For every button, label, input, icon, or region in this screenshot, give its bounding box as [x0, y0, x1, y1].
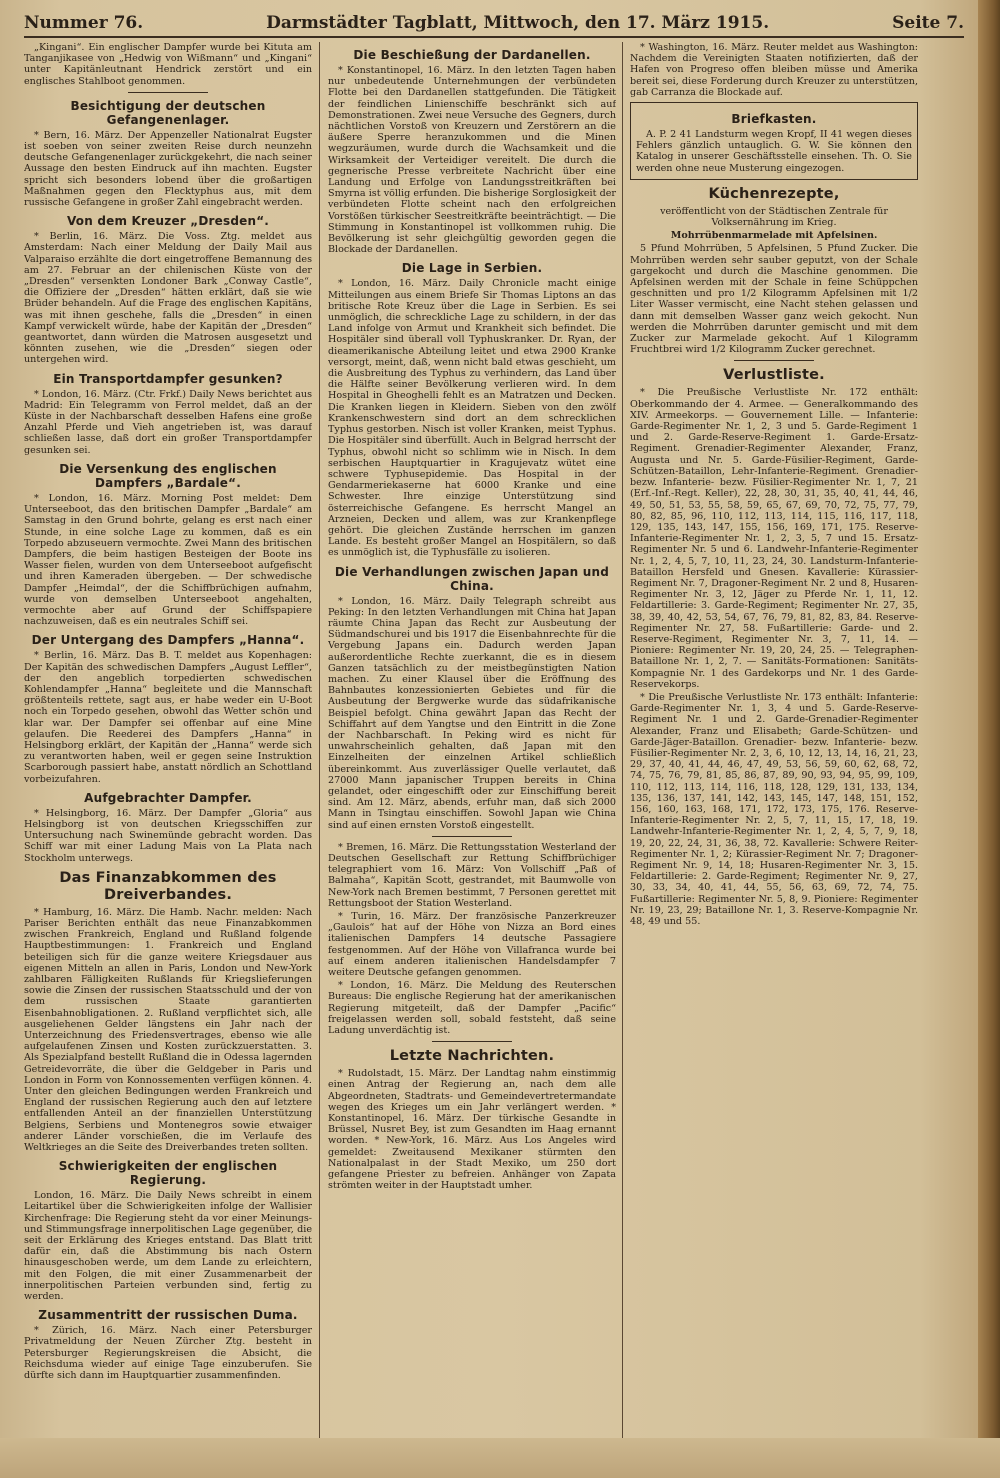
article-text: * London, 16. März. Daily Chronicle macht einige Mitteilungen aus einem Briefe Sir Thomas Liptons an das britische Rote Kreuz über die Lage in Serbien. Es sei unmöglich, die schreckliche Lage zu schildern, in der das Land infolge von Armut und Krankheit sich befindet. Die Hospitäler sind überall voll Typhuskranker. Dr. Ryan, der dieamerikanische Abteilung leitet und etwa 2900 Kranke versorgt, meint, daß, wenn nicht bald etwas geschieht, um die Ausbreitung des Typhus zu verhindern, das Land über die Hälfte seiner Bevölkerung verlieren wird. In dem Hospital in Gheoghelli fehlt es an Matratzen und Decken. Die Kranken liegen in Kleidern. Sieben von den zwölf Krankenschwestern sind dort an dem schrecklichen Typhus gestorben. Nisch ist voller Kranken, meist Typhus. Die Hospitäler sind überfüllt. Auch in Belgrad herrscht der Typhus, obwohl nicht so schlimm wie in Nisch. In dem serbischen Hauptquartier in Kragujevatz wütet eine schwere Typhusepidemie. Das Hospital in der Gendarmeriekaserne hat 6000 Kranke und eine Schwester. Ihre einzige Unterstützung sind österreichische Gefangene. Es herrscht Mangel an Arzneien, Decken und allem, was zur Krankenpflege gehört. Die gleichen Zustände herrschen im ganzen Lande. Es besteht großer Mangel an Hospitälern, so daß es unmöglich ist, die Typhusfälle zu isolieren. — [328, 278, 616, 559]
page-bottom-margin — [0, 1438, 1000, 1478]
page-number: Seite 7. — [892, 13, 964, 33]
column-1 — [24, 42, 312, 1438]
column-rule — [622, 42, 623, 1438]
separator — [432, 1041, 512, 1042]
article-text: * London, 16. März. Morning Post meldet: Dem Unterseeboot, das den britischen Dampfer „Bardale“ am Samstag in den Grund bohrte, gelang es erst nach einer Stunde, in eine solche Lage zu kommen, daß es ein Torpedo abzuseuern vermochte. Zwei Mann des britischen Dampfers, die beim hastigen Besteigen der Boote ins Wasser fielen, wurden von dem Unterseeboot aufgefischt und ihren Kameraden übergeben. — Der schwedische Dampfer „Heimdal“, der die Schiffbrüchigen aufnahm, wurde von demselben Unterseeboot angehalten, vermochte aber auf Grund der Schiffspapiere nachzuweisen, daß es ein neutrales Schiff sei. — [24, 492, 312, 628]
article-heading: Der Untergang des Dampfers „Hanna“. — [31, 633, 305, 648]
article-text: * London, 16. März. Die Meldung des Reuterschen Bureaus: Die englische Regierung hat der amerikanischen Regierung mitgeteilt, daß der Dampfer „Pacific“ freigelassen werden soll, sobald feststeht, daß seine Ladung unverdächtig ist. — [328, 980, 616, 1037]
article-text: * Berlin, 16. März. Die Voss. Ztg. meldet aus Amsterdam: Nach einer Meldung der Daily Mail aus Valparaiso erzählte die dort eingetroffene Bemannung des am 27. Februar an der chilenischen Küste von der „Dresden“ versenkten Londoner Bark „Conway Castle“, die Offiziere der „Dresden“ hätten erklärt, daß sie wie Brüder behandeln. Auf die Frage des englischen Kapitäns, was mit ihnen geschehe, falls die „Dresden“ in einen Kampf verwickelt würde, habe der Kapitän der „Dresden“ geantwortet, dann würden die Matrosen ausgesetzt und könnten zusehen, wie die „Dresden“ siegen oder untergehen wird. — [24, 231, 312, 366]
column-rule — [319, 42, 320, 1438]
article-heading: Verlustliste. — [723, 367, 825, 384]
newspaper-title: Darmstädter Tagblatt, Mittwoch, den 17. März 1915. — [266, 13, 770, 33]
column-3 — [630, 42, 918, 1438]
article-heading: Schwierigkeiten der englischen Regierung. — [58, 1159, 278, 1188]
column-2 — [328, 42, 616, 1438]
article-heading: Von dem Kreuzer „Dresden“. — [66, 214, 270, 229]
article-heading: Ein Transportdampfer gesunken? — [53, 371, 283, 386]
article-text: * London, 16. März. (Ctr. Frkf.) Daily News berichtet aus Madrid: Ein Telegramm von Ferrol meldet, daß an der Küste in der Nachbarschaft desselben Hafens eine große Anzahl Pferde und Vieh angetrieben ist, was darauf schließen lasse, daß dort ein großer Transportdampfer gesunken sei. — [24, 388, 312, 456]
article-text: A. P. 2 41 Landsturm wegen Kropf, II 41 wegen dieses Fehlers gänzlich untauglich. G. W. Sie können den Katalog in unserer Geschäftsstelle einsehen. Th. O. Sie werden ohne neue Musterung eingezogen. — [636, 129, 912, 174]
separator — [734, 360, 814, 361]
article-text: * Die Preußische Verlustliste Nr. 173 enthält: Infanterie: Garde-Regimenter Nr. 1, 3, 4 und 5. Garde-Reserve-Regiment Nr. 1 und 2. Garde-Grenadier-Regimenter Alexander, Franz und Elisabeth; Garde-Schützen- und Garde-Jäger-Bataillon. Grenadier- bezw. Infanterie- bezw. Füsilier-Regimenter Nr. 2, 3, 6, 10, 12, 13, 14, 16, 21, 23, 29, 37, 40, 41, 44, 46, 47, 49, 53, 56, 59, 60, 62, 68, 72, 74, 75, 76, 79, 81, 85, 86, 87, 89, 90, 93, 94, 95, 99, 109, 110, 112, 113, 114, 116, 118, 128, 129, 131, 133, 134, 135, 136, 137, 141, 142, 143, 145, 147, 148, 151, 152, 156, 160, 163, 168, 171, 172, 173, 175, 176. Reserve-Infanterie-Regimenter Nr. 2, 5, 7, 11, 15, 17, 18, 19. Landwehr-Infanterie-Regimenter Nr. 1, 2, 4, 5, 7, 9, 18, 19, 20, 22, 24, 31, 36, 38, 72. Kavallerie: Schwere Reiter-Regimenter Nr. 1, 2; Kürassier-Regiment Nr. 7; Dragoner-Regiment Nr. 9, 14, 18; Husaren-Regimenter Nr. 3, 15. Feldartillerie: 2. Garde-Regiment; Regimenter Nr. 9, 27, 30, 33, 34, 40, 41, 44, 55, 56, 63, 69, 72, 74, 75. Fußartillerie: Regimenter Nr. 5, 8, 9. Pioniere: Regimenter Nr. 19, 23, 29; Bataillone Nr. 1, 3. Reserve-Kompagnie Nr. 48, 49 und 55. — [630, 691, 918, 928]
article-text: London, 16. März. Die Daily News schreibt in einem Leitartikel über die Schwierigkeiten infolge der Wallisier Kirchenfrage: Die Regierung steht da vor einer Meinungs- und Stimmungsfrage innerpolitischen Lage gegenüber, die seit der Erklärung des Krieges entstand. Das Blatt tritt dafür ein, daß die Abstimmung bis nach Ostern hinausgeschoben werde, um dem Lande zu erleichtern, mit den Folgen, die mit einer Zusammenarbeit der innerpolitischen Parteien verbunden sind, fertig zu werden. — [24, 1190, 312, 1303]
article-heading: Die Versenkung des englischen Dampfers „Bardale“. — [59, 461, 277, 490]
recipe-subtitle: veröffentlicht von der Städtischen Zentrale für Volksernährung im Krieg. — [660, 205, 888, 229]
article-text: * Hamburg, 16. März. Die Hamb. Nachr. melden: Nach Pariser Berichten enthält das neue Finanzabkommen zwischen Frankreich, England und Rußland folgende Hauptbestimmungen: 1. Frankreich und England beteiligen sich für die ganze weitere Kriegsdauer aus eigenen Mitteln an allen in Paris, London und New-York zahlbaren Fälligkeiten Rußlands für Kriegslieferungen sowie die Zinsen der russischen Staatsschuld und der von dem russischen Staate garantierten Eisenbahnobligationen. 2. Rußland verpflichtet sich, alle ausgeliehenen Gelder längstens ein Jahr nach der Unterzeichnung des Friedensvertrages, ebenso wie alle aufgelaufenen Zinsen und Kosten zurückzuerstatten. 3. Als Spezialpfand bestellt Rußland die in Odessa lagernden Getreidevorräte, die über die Geldgeber in Paris und London in Form von Konnossementen verfügen können. 4. Unter den gleichen Bedingungen werden Frankreich und England der russischen Regierung auch den auf letztere entfallenden Anteil an der finanziellen Unterstützung Belgiens, Serbiens und Montenegros sowie etwaiger anderer Länder vorschießen, die im Verlaufe des Weltkrieges an die Seite des Dreiverbandes treten sollten. — [24, 906, 312, 1154]
article-heading: Briefkasten. — [731, 112, 817, 127]
article-heading: Die Lage in Serbien. — [401, 261, 543, 276]
article-text: * Die Preußische Verlustliste Nr. 172 enthält: Oberkommando der 4. Armee. — Generalkommando des XIV. Armeekorps. — Gouvernement Lille. — Infanterie: Garde-Regimenter Nr. 1, 2, 3 und 5. Garde-Regiment 1 und 2. Garde-Reserve-Regiment 1. Garde-Ersatz-Regiment. Grenadier-Regimenter Alexander, Franz, Augusta und Nr. 5. Garde-Füsilier-Regiment, Garde-Schützen-Bataillon, Lehr-Infanterie-Regiment. Grenadier- bezw. Infanterie- bezw. Füsilier-Regimenter Nr. 1, 7, 21 (Erf.-Inf.-Regt. Keller), 22, 28, 30, 31, 35, 40, 41, 44, 46, 49, 50, 51, 53, 55, 58, 59, 65, 67, 69, 70, 72, 75, 77, 79, 80, 82, 85, 96, 110, 112, 113, 114, 115, 116, 117, 118, 129, 135, 143, 147, 155, 156, 169, 171, 175. Reserve-Infanterie-Regimenter Nr. 1, 2, 3, 5, 7 und 15. Ersatz-Regimenter Nr. 5 und 6. Landwehr-Infanterie-Regimenter Nr. 1, 2, 4, 5, 7, 10, 11, 23, 24, 30. Landsturm-Infanterie-Bataillon Hersfeld und Gnesen. Kavallerie: Kürassier-Regiment Nr. 7, Dragoner-Regiment Nr. 2 und 8, Husaren-Regimenter Nr. 3, 12, Jäger zu Pferde Nr. 1, 11, 12. Feldartillerie: 3. Garde-Regiment; Regimenter Nr. 27, 35, 38, 39, 40, 42, 53, 54, 67, 76, 79, 81, 82, 83, 84. Reserve-Regimenter Nr. 27, 58. Fußartillerie: Garde- und 2. Reserve-Regiment, Regimenter Nr. 3, 7, 11, 14. — Pioniere: Regimenter Nr. 19, 20, 24, 25. — Telegraphen-Bataillone Nr. 1, 2, 7. — Sanitäts-Formationen: Sanitäts-Kompagnie Nr. 1 des Gardekorps und Nr. 1 des Garde-Reservekorps. — [630, 387, 918, 690]
article-heading: Zusammentritt der russischen Duma. — [38, 1308, 298, 1323]
article-heading: Die Beschießung der Dardanellen. — [353, 48, 591, 62]
article-text: * Bern, 16. März. Der Appenzeller Nationalrat Eugster ist soeben von seiner zweiten Reise durch neunzehn deutsche Gefangenenlager zurückgekehrt, die nach seiner Aussage den besten Eindruck auf ihn machten. Eugster spricht sich besonders lobend über die großartigen Maßnahmen gegen den Flecktyphus aus, mit dem russische Gefangene in großer Zahl eingebracht werden. — [24, 129, 312, 209]
article-heading: Die Verhandlungen zwischen Japan und China. — [334, 564, 610, 593]
article-text: * London, 16. März. Daily Telegraph schreibt aus Peking: In den letzten Verhandlungen mit China hat Japan räumte China Japan das Recht zur Ausbeutung der Südmandschurei und bis 1917 die Eisenbahnrechte für die Vergebung Japans ein. Dadurch werden Japan außerordentliche Rechte zuerkannt, die es in diesem Ganzen tatsächlich zu der meistbegünstigten Nation machen. Zu einer Klausel über die Eröffnung des Bahnbautes konzessionierten Gebietes und für die Ausbeutung der Bergwerke wurde das südafrikanische Beispiel befolgt. China gewährt Japan das Recht der Schiffahrt auf dem Yangtse und den Eintritt in die Zone der Nachbarschaft. In Peking wird es nicht für unwahrscheinlich gehalten, daß Japan mit den Einzelheiten der einzelnen Artikel schließlich übereinkommt. Aus zuverlässiger Quelle verlautet, daß 27000 Mann japanischer Truppen bereits in China gelandet, oder eingeschifft oder zur Einschiffung bereit sind. Am 12. März, abends, erfuhr man, daß sich 2000 Mann in Tsingtau einschiffen. Sowohl Japan wie China sind auf einen ernsten Vorstoß eingestellt. — [328, 595, 616, 831]
article-text: * Berlin, 16. März. Das B. T. meldet aus Kopenhagen: Der Kapitän des schwedischen Dampfers „August Leffler“, der den angeblich torpedierten schwedischen Kohlendampfer „Hanna“ begleitete und die Mannschaft größtenteils rettete, sagt aus, er habe weder ein U-Boot noch ein Torpedo gesehen, obwohl das Wetter schön und klar war. Der Dampfer sei offenbar auf eine Mine gelaufen. Die Reederei des Dampfers „Hanna“ in Helsingborg erklärt, der Kapitän der „Hanna“ werde sich zu verantworten haben, weil er gegen seine Instruktion Scarborough passiert habe, anstatt nördlich an Schottland vorbeizufahren. — [24, 650, 312, 785]
article-heading: Aufgebrachter Dampfer. — [84, 790, 252, 805]
article-text: 5 Pfund Mohrrüben, 5 Apfelsinen, 5 Pfund Zucker. Die Mohrrüben werden sehr sauber geputzt, von der Schale gargekocht und durch die Maschine genommen. Die Apfelsinen werden mit der Schale in feine Schüppchen geschnitten und pro 1/2 Kilogramm Apfelsinen mit 1/2 Liter Wasser vermischt, eine Nacht stehen gelassen und dann mit demselben Wasser ganz weich gekocht. Nun werden die Mohrrüben darunter gemischt und mit dem Zucker zur Marmelade gekocht. Auf 1 Kilogramm Fruchtbrei wird 1/2 Kilogramm Zucker gerechnet. — [630, 243, 918, 356]
separator — [432, 836, 512, 837]
letterbox-section — [630, 102, 918, 180]
article-text: * Bremen, 16. März. Die Rettungsstation Westerland der Deutschen Gesellschaft zur Rettung Schiffbrüchiger telegraphiert vom 16. März: Von Vollschiff „Paß of Balmaha“, Kapitän Scott, gestrandet, mit Baumwolle von New-York nach Bremen bestimmt, 7 Personen gerettet mit Rettungsboot der Station Westerland. — [328, 841, 616, 909]
article-text: „Kingani“. Ein englischer Dampfer wurde bei Kituta am Tanganjikasee von „Hedwig von Wißmann“ und „Kingani“ unter Kapitänleutnant Hendrick zerstört und ein englisches Stahlboot genommen. — [24, 42, 312, 87]
masthead — [24, 10, 964, 38]
article-text: * Konstantinopel, 16. März. In den letzten Tagen haben nur unbedeutende Unternehmungen der verbündeten Flotte bei den Dardanellen stattgefunden. Die Tätigkeit der feindlichen Linienschiffe beschränkt sich auf Demonstrationen. Zwei neue Versuche des Gegners, durch nächtlichen Vorstoß von Kreuzern und Zerstörern an die äußere Sperre heranzukommen und die Minen wegzuräumen, wurde durch die Wachsamkeit und die Wirksamkeit der Verteidiger vereitelt. Die durch die gegnerische Presse verbreitete Nachricht über eine Landung und Erfolge von Landungsstreitkräften bei Smyrna ist völlig erfunden. Die bisherige Sorglosigkeit der verbündeten Flotte scheint nach den erfolgreichen Vorstößen türkischer Seestreitkräfte beeinträchtigt. — Die Stimmung in Konstantinopel ist vollkommen ruhig. Die Bevölkerung ist sehr gleichgültig geworden gegen die Blockade der Dardanellen. — [328, 65, 616, 256]
article-text: * Rudolstadt, 15. März. Der Landtag nahm einstimmig einen Antrag der Regierung an, nach dem alle Abgeordneten, Stadtrats- und Gemeindevertretermandate wegen des Krieges um ein Jahr verlängert werden. * Konstantinopel, 16. März. Der türkische Gesandte in Brüssel, Nusret Bey, ist zum Gesandten im Haag ernannt worden. * New-York, 16. März. Aus Los Angeles wird gemeldet: Zweitausend Mexikaner stürmten den Nationalpalast in der Stadt Mexiko, um 250 dort gefangene Priester zu befreien. Anhänger von Zapata strömten weiter in der Hauptstadt umher. — [328, 1068, 616, 1192]
issue-number: Nummer 76. — [24, 13, 144, 33]
article-heading: Letzte Nachrichten. — [389, 1048, 555, 1065]
article-heading: Küchenrezepte, — [708, 185, 840, 202]
article-heading: Das Finanzabkommen des Dreiverbandes. — [59, 869, 277, 903]
article-text: * Helsingborg, 16. März. Der Dampfer „Gloria“ aus Helsingborg ist von deutschen Kriegsschiffen zur Untersuchung nach Swinemünde gebracht worden. Das Schiff war mit einer Ladung Mais von La Plata nach Stockholm unterwegs. — [24, 807, 312, 864]
article-heading: Besichtigung der deutschen Gefangenenlager. — [70, 98, 266, 127]
recipe-name: Mohrrübenmarmelade mit Apfelsinen. — [670, 230, 878, 242]
article-text: * Washington, 16. März. Reuter meldet aus Washington: Nachdem die Vereinigten Staaten notifizierten, daß der Hafen von Progreso offen bleiben müsse und Amerika bereit sei, diese Forderung durch Kreuzer zu unterstützen, gab Carranza die Blockade auf. — [630, 42, 918, 98]
book-binding — [978, 0, 1000, 1478]
article-text: * Zürich, 16. März. Nach einer Petersburger Privatmeldung der Neuen Zürcher Ztg. besteht in Petersburger Regierungskreisen die Absicht, die Reichsduma wieder auf einige Tage einzuberufen. Sie dürfte sich dann im Hauptquartier zusammenfinden. — [24, 1325, 312, 1382]
separator — [128, 92, 208, 93]
article-text: * Turin, 16. März. Der französische Panzerkreuzer „Gaulois“ hat auf der Höhe von Nizza an Bord eines italienischen Dampfers 14 deutsche Passagiere festgenommen. Auf der Höhe von Villafranca wurde bei auf einem anderen italienischen Handelsdampfer 7 weitere Deutsche gefangen genommen. — [328, 911, 616, 979]
